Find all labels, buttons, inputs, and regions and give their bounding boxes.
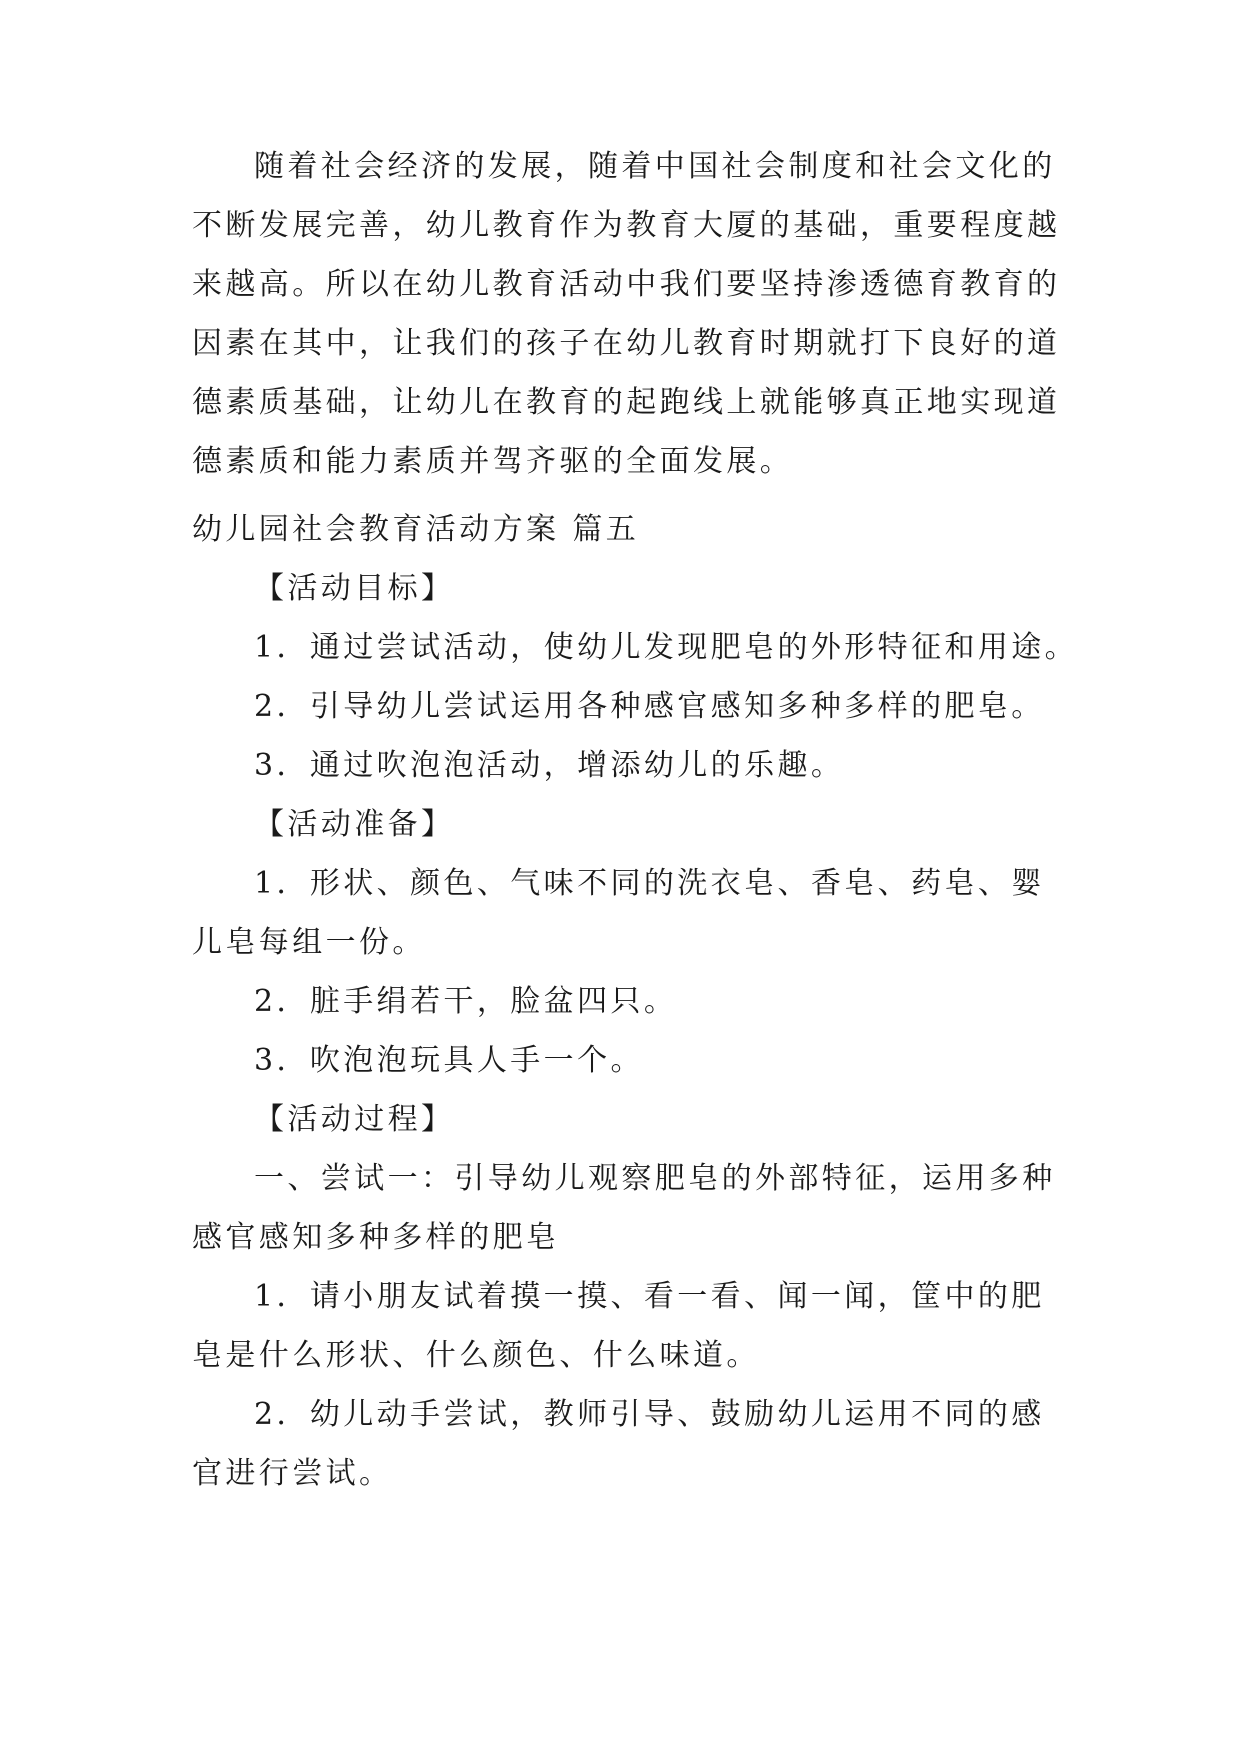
- prep-item-continuation: 儿皂每组一份。: [192, 925, 426, 960]
- intro-paragraph: [192, 137, 1072, 491]
- intro-line: 不断发展完善，幼儿教育作为教育大厦的基础，重要程度越: [192, 208, 1061, 243]
- process-heading: 【活动过程】: [254, 1102, 455, 1137]
- process-item-continuation: 皂是什么形状、什么颜色、什么味道。: [192, 1338, 760, 1373]
- prep-item: 2．脏手绢若干，脸盆四只。: [254, 984, 678, 1019]
- process-item: 一、尝试一：引导幼儿观察肥皂的外部特征，运用多种: [254, 1161, 1056, 1196]
- prep-item: 3．吹泡泡玩具人手一个。: [254, 1043, 644, 1078]
- intro-line: 德素质基础，让幼儿在教育的起跑线上就能够真正地实现道: [192, 385, 1061, 420]
- goal-item: 3．通过吹泡泡活动，增添幼儿的乐趣。: [254, 748, 845, 783]
- prep-item: 1．形状、颜色、气味不同的洗衣皂、香皂、药皂、婴: [254, 866, 1045, 901]
- intro-line: 随着社会经济的发展，随着中国社会制度和社会文化的: [254, 149, 1056, 184]
- section-body: [192, 500, 1079, 1503]
- goal-item: 1．通过尝试活动，使幼儿发现肥皂的外形特征和用途。: [254, 630, 1079, 665]
- goal-item: 2．引导幼儿尝试运用各种感官感知多种多样的肥皂。: [254, 689, 1045, 724]
- intro-line: 德素质和能力素质并驾齐驱的全面发展。: [192, 444, 794, 479]
- process-item-continuation: 感官感知多种多样的肥皂: [192, 1220, 560, 1255]
- prep-heading: 【活动准备】: [254, 807, 455, 842]
- process-item: 2．幼儿动手尝试，教师引导、鼓励幼儿运用不同的感: [254, 1397, 1045, 1432]
- process-item: 1．请小朋友试着摸一摸、看一看、闻一闻，筐中的肥: [254, 1279, 1045, 1314]
- section-title: 幼儿园社会教育活动方案 篇五: [192, 512, 640, 547]
- intro-line: 来越高。所以在幼儿教育活动中我们要坚持渗透德育教育的: [192, 267, 1061, 302]
- goal-heading: 【活动目标】: [254, 571, 455, 606]
- process-item-continuation: 官进行尝试。: [192, 1456, 393, 1491]
- intro-line: 因素在其中，让我们的孩子在幼儿教育时期就打下良好的道: [192, 326, 1061, 361]
